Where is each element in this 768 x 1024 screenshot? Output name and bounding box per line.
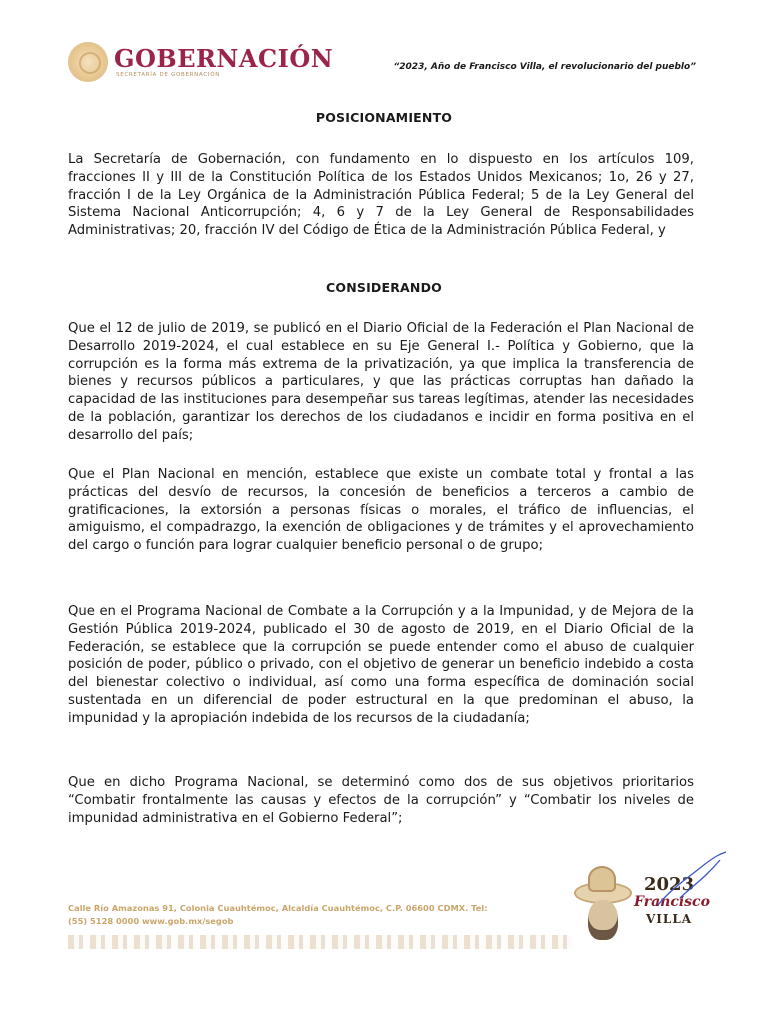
badge-name: Francisco [634, 894, 710, 910]
considerando-paragraph-1: Que el 12 de julio de 2019, se publicó en el Diario Oficial de la Federación el Plan Nacional de Desarrollo 2019-2024, el cual establece en su Eje General I.- Política y Gobierno, que la corrupción es la forma más extrema de la privatización, ya que implica la transferencia de bienes y recursos públicos a particulares, y que las prácticas corruptas han dañado la capacidad de las instituciones para desempeñar sus tareas legítimas, atender las necesidades de la población, garantizar los derechos de los ciudadanos e incidir en forma positiva en el desarrollo del país; [68, 321, 694, 443]
year-motto: “2023, Año de Francisco Villa, el revolucionario del pueblo” [393, 62, 696, 72]
address-line-2: (55) 5128 0000 www.gob.mx/segob [68, 916, 234, 926]
badge-surname: VILLA [646, 912, 693, 926]
intro-paragraph: La Secretaría de Gobernación, con fundamento en lo dispuesto en los artículos 109, fracciones II y III de la Constitución Política de los Estados Unidos Mexicanos; 1o, 26 y 27, fracción I de la Ley Orgánica de la Administración Pública Federal; 5 de la Ley General del Sistema Nacional Anticorrupción; 4, 6 y 7 de la Ley General de Responsabilidades Administrativas; 20, fracción IV del Código de Ética de la Administración Pública Federal, y [68, 152, 694, 239]
signature-scribble [650, 850, 730, 910]
decorative-band [68, 935, 573, 949]
logo-subtitle: SECRETARÍA DE GOBERNACIÓN [116, 72, 221, 78]
gobernacion-logo [68, 42, 334, 84]
sombrero-crown-icon [588, 866, 616, 892]
address-line-1: Calle Río Amazonas 91, Colonia Cuauhtémoc, Alcaldía Cuauhtémoc, C.P. 06600 CDMX. Tel: [68, 903, 488, 913]
document-title: POSICIONAMIENTO [315, 110, 453, 125]
portrait-icon [588, 900, 618, 940]
considerando-paragraph-4: Que en dicho Programa Nacional, se determinó como dos de sus objetivos prioritarios “Combatir frontalmente las causas y efectos de la corrupción” y “Combatir los niveles de impunidad administrativa en el Gobierno Federal”; [68, 775, 694, 826]
footer-address [68, 902, 568, 928]
considerando-heading: CONSIDERANDO [326, 280, 442, 295]
considerando-paragraph-2: Que el Plan Nacional en mención, establece que existe un combate total y frontal a las prácticas del desvío de recursos, la concesión de beneficios a terceros a cambio de gratificaciones, la extorsión a personas físicas o morales, el tráfico de influencias, el amiguismo, el compadrazgo, la exención de obligaciones y de trámites y el aprovechamiento del cargo o función para lograr cualquier beneficio personal o de grupo; [68, 467, 694, 554]
logo-name: GOBERNACIÓN [114, 44, 334, 73]
national-seal-icon [68, 42, 108, 82]
badge-year: 2023 [644, 874, 695, 895]
considerando-paragraph-3: Que en el Programa Nacional de Combate a la Corrupción y a la Impunidad, y de Mejora de la Gestión Pública 2019-2024, publicado el 30 de agosto de 2019, en el Diario Oficial de la Federación, se establece que la corrupción se puede entender como el abuso de cualquier posición de poder, público o privado, con el objetivo de generar un beneficio indebido a costa del bienestar colectivo o individual, así como una forma específica de dominación social sustentada en un diferencial de poder estructural en la que predominan el abuso, la impunidad y la apropiación indebida de los recursos de la ciudadanía; [68, 604, 694, 726]
